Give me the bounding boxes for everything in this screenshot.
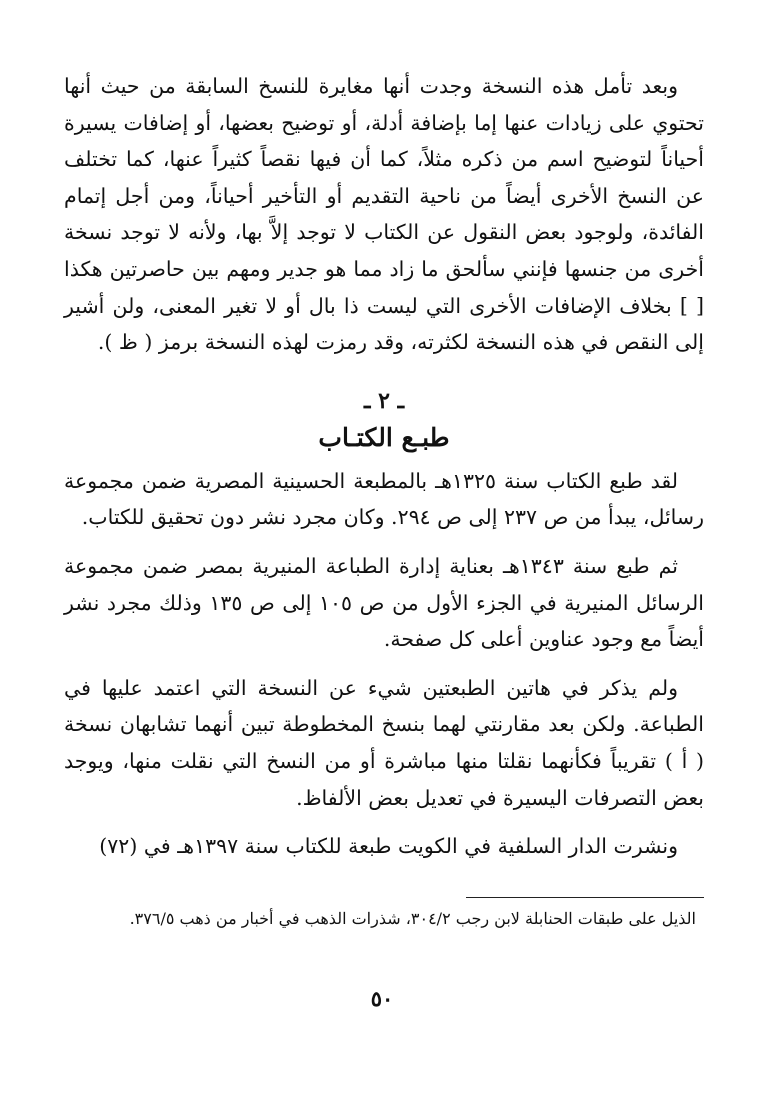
footnote-text: الذيل على طبقات الحنابلة لابن رجب ٣٠٤/٢، شذرات الذهب في أخبار من ذهب ٣٧٦/٥. xyxy=(129,909,696,928)
intro-paragraph: وبعد تأمل هذه النسخة وجدت أنها مغايرة للنسخ السابقة من حيث أنها تحتوي على زيادات عنها إما بإضافة أدلة، أو توضيح بعضها، أو إضافات يسيرة أحياناً لتوضيح اسم من ذكره مثلاً، كما أن فيها نقصاً كثيراً عنها، كما تختلف عن النسخ الأخرى أيضاً من ناحية التقديم أو التأخير أحياناً، ومن أجل إتمام الفائدة، ولوجود بعض النقول عن الكتاب لا توجد إلاَّ بها، ولأنه لا توجد نسخة أخرى من جنسها فإنني سألحق ما زاد مما هو جدير ومهم بين حاصرتين هكذا [ ] بخلاف الإضافات الأخرى التي ليست ذا بال أو لا تغير المعنى، ولن أشير إلى النقص في هذه النسخة لكثرته، وقد رمزت لهذه النسخة برمز ( ظ ). xyxy=(64,74,704,355)
paragraph-first-printing: لقد طبع الكتاب سنة ١٣٢٥هـ بالمطبعة الحسينية المصرية ضمن مجموعة رسائل، يبدأ من ص ٢٣٧ إلى ص ٢٩٤. وكان مجرد نشر دون تحقيق للكتاب. xyxy=(64,468,704,530)
paragraph-gap xyxy=(64,536,704,548)
page-body xyxy=(64,68,704,865)
paragraph-gap xyxy=(64,658,704,670)
page-number: ٥٠ xyxy=(370,986,394,1011)
paragraph-second-printing: ثم طبع سنة ١٣٤٣هـ بعناية إدارة الطباعة المنيرية بمصر ضمن مجموعة الرسائل المنيرية في الجزء الأول من ص ١٠٥ إلى ص ١٣٥ وذلك مجرد نشر أيضاً مع وجود عناوين أعلى كل صفحة. xyxy=(64,553,704,652)
section-title: طبـع الكتـاب xyxy=(318,422,450,452)
paragraph-gap xyxy=(64,816,704,828)
footnote-divider xyxy=(466,897,704,898)
paragraph-salafiyya-edition: ونشرت الدار السلفية في الكويت طبعة للكتاب سنة ١٣٩٧هـ في (٧٢) xyxy=(99,834,678,859)
section-number: ـ ٢ ـ xyxy=(363,387,405,414)
paragraph-comparison: ولم يذكر في هاتين الطبعتين شيء عن النسخة التي اعتمد عليها في الطباعة. ولكن بعد مقارنتي لهما بنسخ المخطوطة تبين أنهما تشابهان نسخة ( أ ) تقريباً فكأنهما نقلتا منها مباشرة أو من النسخ التي نقلت منها، ويوجد بعض التصرفات اليسيرة في تعديل بعض الألفاظ. xyxy=(64,675,704,810)
